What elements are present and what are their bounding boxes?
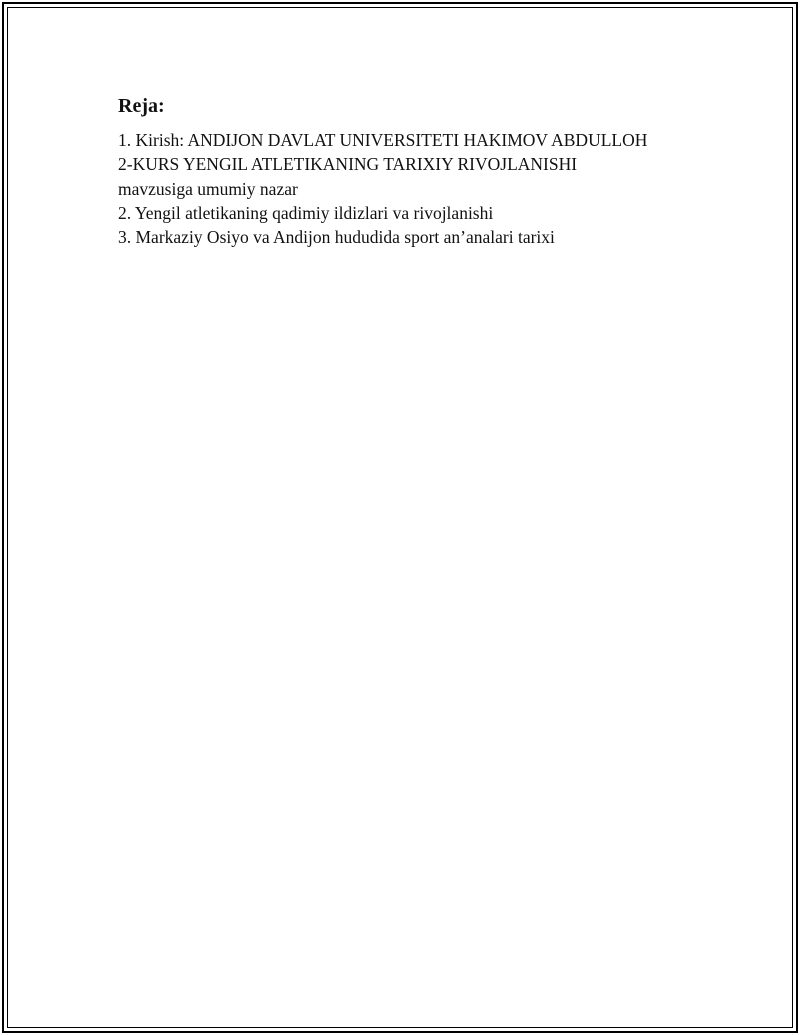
plan-item-2	[118, 201, 738, 225]
plan-heading: Reja:	[118, 95, 165, 117]
plan-item-1-line-2: 2-KURS YENGIL ATLETIKANING TARIXIY RIVOJLANISHI	[118, 154, 578, 175]
plan-item-3	[118, 225, 738, 249]
plan-item-1-line-1: 1. Kirish: ANDIJON DAVLAT UNIVERSITETI HAKIMOV ABDULLOH	[118, 130, 648, 150]
plan-item-2-line-1: 2. Yengil atletikaning qadimiy ildizlari va rivojlanishi	[118, 202, 494, 223]
plan-item-1-line-3: mavzusiga umumiy nazar	[118, 178, 298, 199]
plan-item-3-line-1: 3. Markaziy Osiyo va Andijon hududida sport an’analari tarixi	[118, 227, 555, 248]
plan-list	[118, 128, 738, 249]
document-body	[118, 93, 738, 249]
plan-item-1	[118, 128, 738, 201]
